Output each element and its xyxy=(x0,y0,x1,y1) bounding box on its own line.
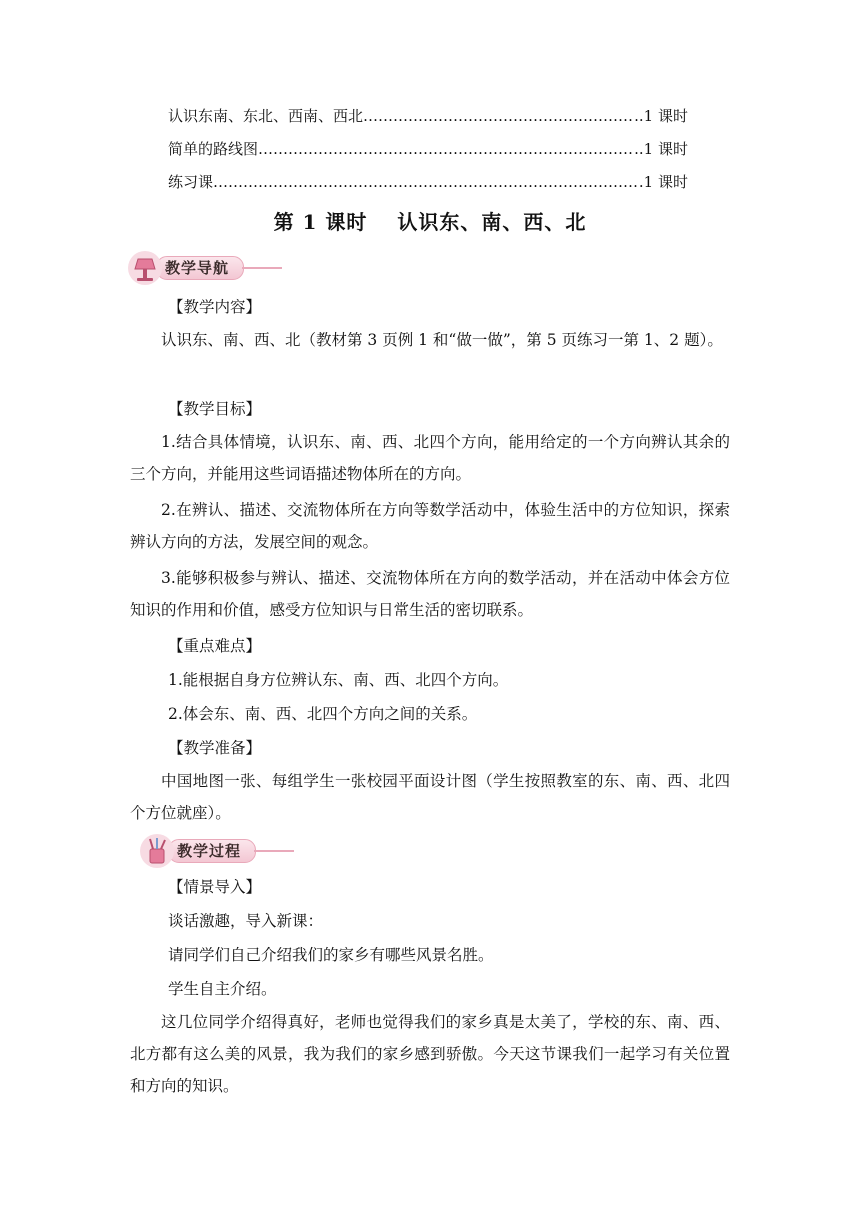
pencil-cup-icon xyxy=(140,834,174,868)
toc-title: 认识东南、东北、西南、西北 xyxy=(168,107,364,125)
paragraph: 1.结合具体情境，认识东、南、西、北四个方向，能用给定的一个方向辨认其余的三个方向，并能用这些词语描述物体所在的方向。 xyxy=(130,433,730,483)
paragraph: 谈话激趣，导入新课： xyxy=(168,912,324,930)
toc-page: ..1 课时 xyxy=(634,107,688,125)
paragraph: 学生自主介绍。 xyxy=(168,980,277,998)
badge-label: 教学导航 xyxy=(156,256,244,280)
section-heading: 【教学目标】 xyxy=(168,400,262,418)
toc-page: ..1 课时 xyxy=(634,140,688,158)
paragraph: 请同学们自己介绍我们的家乡有哪些风景名胜。 xyxy=(168,946,494,964)
paragraph: 2.体会东、南、西、北四个方向之间的关系。 xyxy=(168,705,478,723)
paragraph: 1.能根据自身方位辨认东、南、西、北四个方向。 xyxy=(168,671,509,689)
toc-title: 简单的路线图 xyxy=(168,140,259,158)
lesson-title xyxy=(0,206,860,235)
section-badge-nav xyxy=(128,251,282,285)
toc-title: 练习课 xyxy=(168,173,214,191)
section-badge-process xyxy=(140,834,294,868)
paragraph: 这几位同学介绍得真好，老师也觉得我们的家乡真是太美了，学校的东、南、西、北方都有这么美的风景，我为我们的家乡感到骄傲。今天这节课我们一起学习有关位置和方向的知识。 xyxy=(130,1013,730,1095)
toc-page: .1 课时 xyxy=(638,173,688,191)
lesson-name: 认识东、南、西、北 xyxy=(397,210,587,234)
toc-leader xyxy=(258,138,634,160)
section-heading: 【教学内容】 xyxy=(168,298,262,316)
toc-entry xyxy=(168,138,688,160)
toc-entry xyxy=(168,105,688,127)
lesson-number: 第 1 课时 xyxy=(273,210,368,234)
section-heading: 【教学准备】 xyxy=(168,739,262,757)
paragraph: 认识东、南、西、北（教材第 3 页例 1 和“做一做”，第 5 页练习一第 1、2 题）。 xyxy=(161,331,723,349)
badge-label: 教学过程 xyxy=(168,839,256,863)
paragraph: 2.在辨认、描述、交流物体所在方向等数学活动中，体验生活中的方位知识，探索辨认方向的方法，发展空间的观念。 xyxy=(130,501,730,551)
section-heading: 【情景导入】 xyxy=(168,878,262,896)
toc-leader xyxy=(213,171,639,193)
lamp-icon xyxy=(128,251,162,285)
paragraph: 3.能够积极参与辨认、描述、交流物体所在方向的数学活动，并在活动中体会方位知识的作用和价值，感受方位知识与日常生活的密切联系。 xyxy=(130,569,730,619)
paragraph: 中国地图一张、每组学生一张校园平面设计图（学生按照教室的东、南、西、北四个方位就座）。 xyxy=(130,772,730,822)
section-heading: 【重点难点】 xyxy=(168,637,262,655)
toc-leader xyxy=(363,105,634,127)
toc-entry xyxy=(168,171,688,193)
